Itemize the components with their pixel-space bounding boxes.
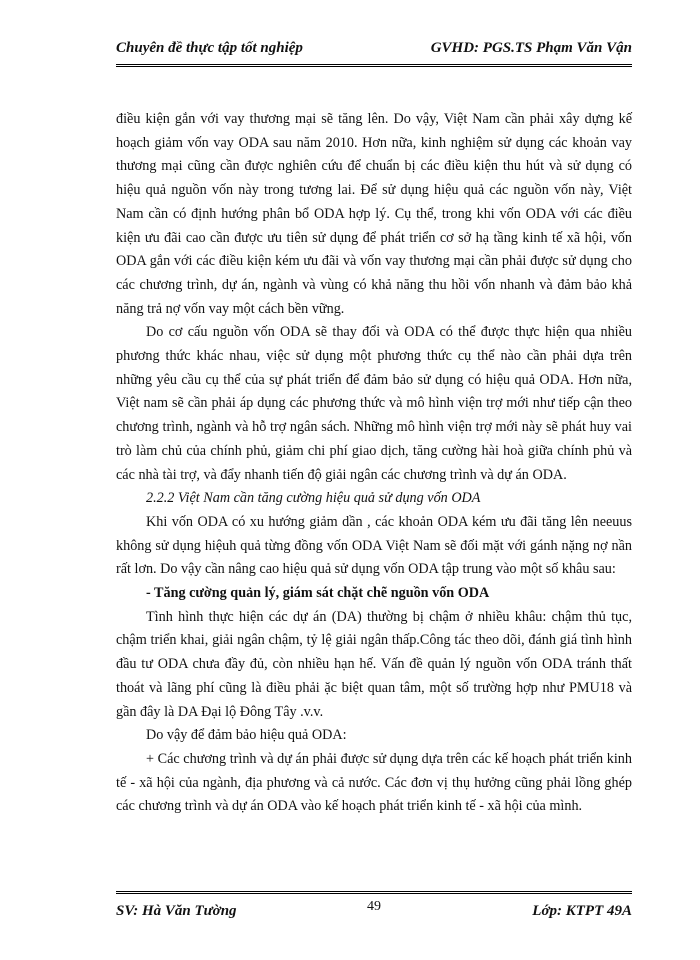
header-advisor: GVHD: PGS.TS Phạm Văn Vận <box>430 40 632 56</box>
header-rule <box>116 64 632 67</box>
paragraph-2: Do cơ cấu nguồn vốn ODA sẽ thay đổi và ODA có thể được thực hiện qua nhiều phương thức khác nhau, việc sử dụng một phương thức cụ thể nào cần phải dựa trên những yêu cầu cụ thể của sự phát triển để đảm bảo sử dụng có hiệu quả ODA. Hơn nữa, Việt nam sẽ cần phải áp dụng các phương thức và mô hình viện trợ mới như tiếp cận theo chương trình, ngành và hỗ trợ ngân sách. Những mô hình viện trợ mới này sẽ phát huy vai trò làm chủ của chính phủ, giảm chi phí giao dịch, tăng cường hài hoà giữa chính phủ và các nhà tài trợ, và đẩy nhanh tiến độ giải ngân các chương trình và dự án ODA. <box>116 324 632 483</box>
header-title: Chuyên đề thực tập tốt nghiệp <box>116 40 303 56</box>
page-footer <box>116 899 632 925</box>
paragraph-3: Khi vốn ODA có xu hướng giảm dần , các khoản ODA kém ưu đãi tăng lên neeuus không sử dụng hiệuh quả từng đồng vốn ODA Việt Nam sẽ đối mặt với gánh nặng nợ nần rất lơn. Do vậy cần nâng cao hiệu quả sử dụng vốn ODA tập trung vào một số khâu sau: <box>116 513 632 578</box>
page-number: 49 <box>367 899 381 914</box>
bullet-heading: - Tăng cường quản lý, giám sát chặt chẽ nguồn vốn ODA <box>146 585 490 602</box>
paragraph-1: điều kiện gắn với vay thương mại sẽ tăng lên. Do vậy, Việt Nam cần phải xây dựng kế hoạch giảm vốn vay ODA sau năm 2010. Hơn nữa, kinh nghiệm sử dụng các khoản vay thương mại cũng cần được nghiên cứu để chuẩn bị các điều kiện thu hút và sử dụng có hiệu quả nguồn vốn này trong tương lai. Để sử dụng hiệu quả các nguồn vốn này, Việt Nam cần có định hướng phân bổ ODA hợp lý. Cụ thể, trong khi vốn ODA với các điều kiện ưu đãi cao cần được ưu tiên sử dụng để phát triển cơ sở hạ tầng kinh tế xã hội, vốn ODA gắn với các điều kiện kém ưu đãi và vốn vay thương mại cần phải được sử dụng cho các chương trình, dự án, ngành và vùng có khả năng thu hồi vốn nhanh và đảm bảo khả năng trả nợ vốn vay một cách bền vững. <box>116 111 632 317</box>
footer-class: Lớp: KTPT 49A <box>532 903 632 919</box>
footer-rule <box>116 891 632 894</box>
paragraph-6: + Các chương trình và dự án phải được sử dụng dựa trên các kế hoạch phát triển kinh tế - xã hội của ngành, địa phương và cả nước. Các đơn vị thụ hưởng cũng phải lồng ghép các chương trình và dự án ODA vào kế hoạch phát triển kinh tế - xã hội của mình. <box>116 750 632 815</box>
paragraph-4: Tình hình thực hiện các dự án (DA) thường bị chậm ở nhiều khâu: chậm thủ tục, chậm triển khai, giải ngân chậm, tỷ lệ giải ngân thấp.Công tác theo dõi, đánh giá tình hình đầu tư ODA chưa đầy đủ, còn nhiều hạn hế. Vấn đề quản lý nguồn vốn ODA tránh thất thoát và lãng phí cũng là điều phải ặc biệt quan tâm, một số trường hợp như PMU18 và gần đây là DA Đại lộ Đông Tây .v.v. <box>116 608 632 720</box>
page-header <box>116 40 632 62</box>
paragraph-5: Do vậy để đảm bảo hiệu quả ODA: <box>146 727 347 744</box>
footer-student: SV: Hà Văn Tường <box>116 903 237 919</box>
section-heading: 2.2.2 Việt Nam cần tăng cường hiệu quả sử dụng vốn ODA <box>146 490 481 507</box>
page-body <box>116 108 632 819</box>
